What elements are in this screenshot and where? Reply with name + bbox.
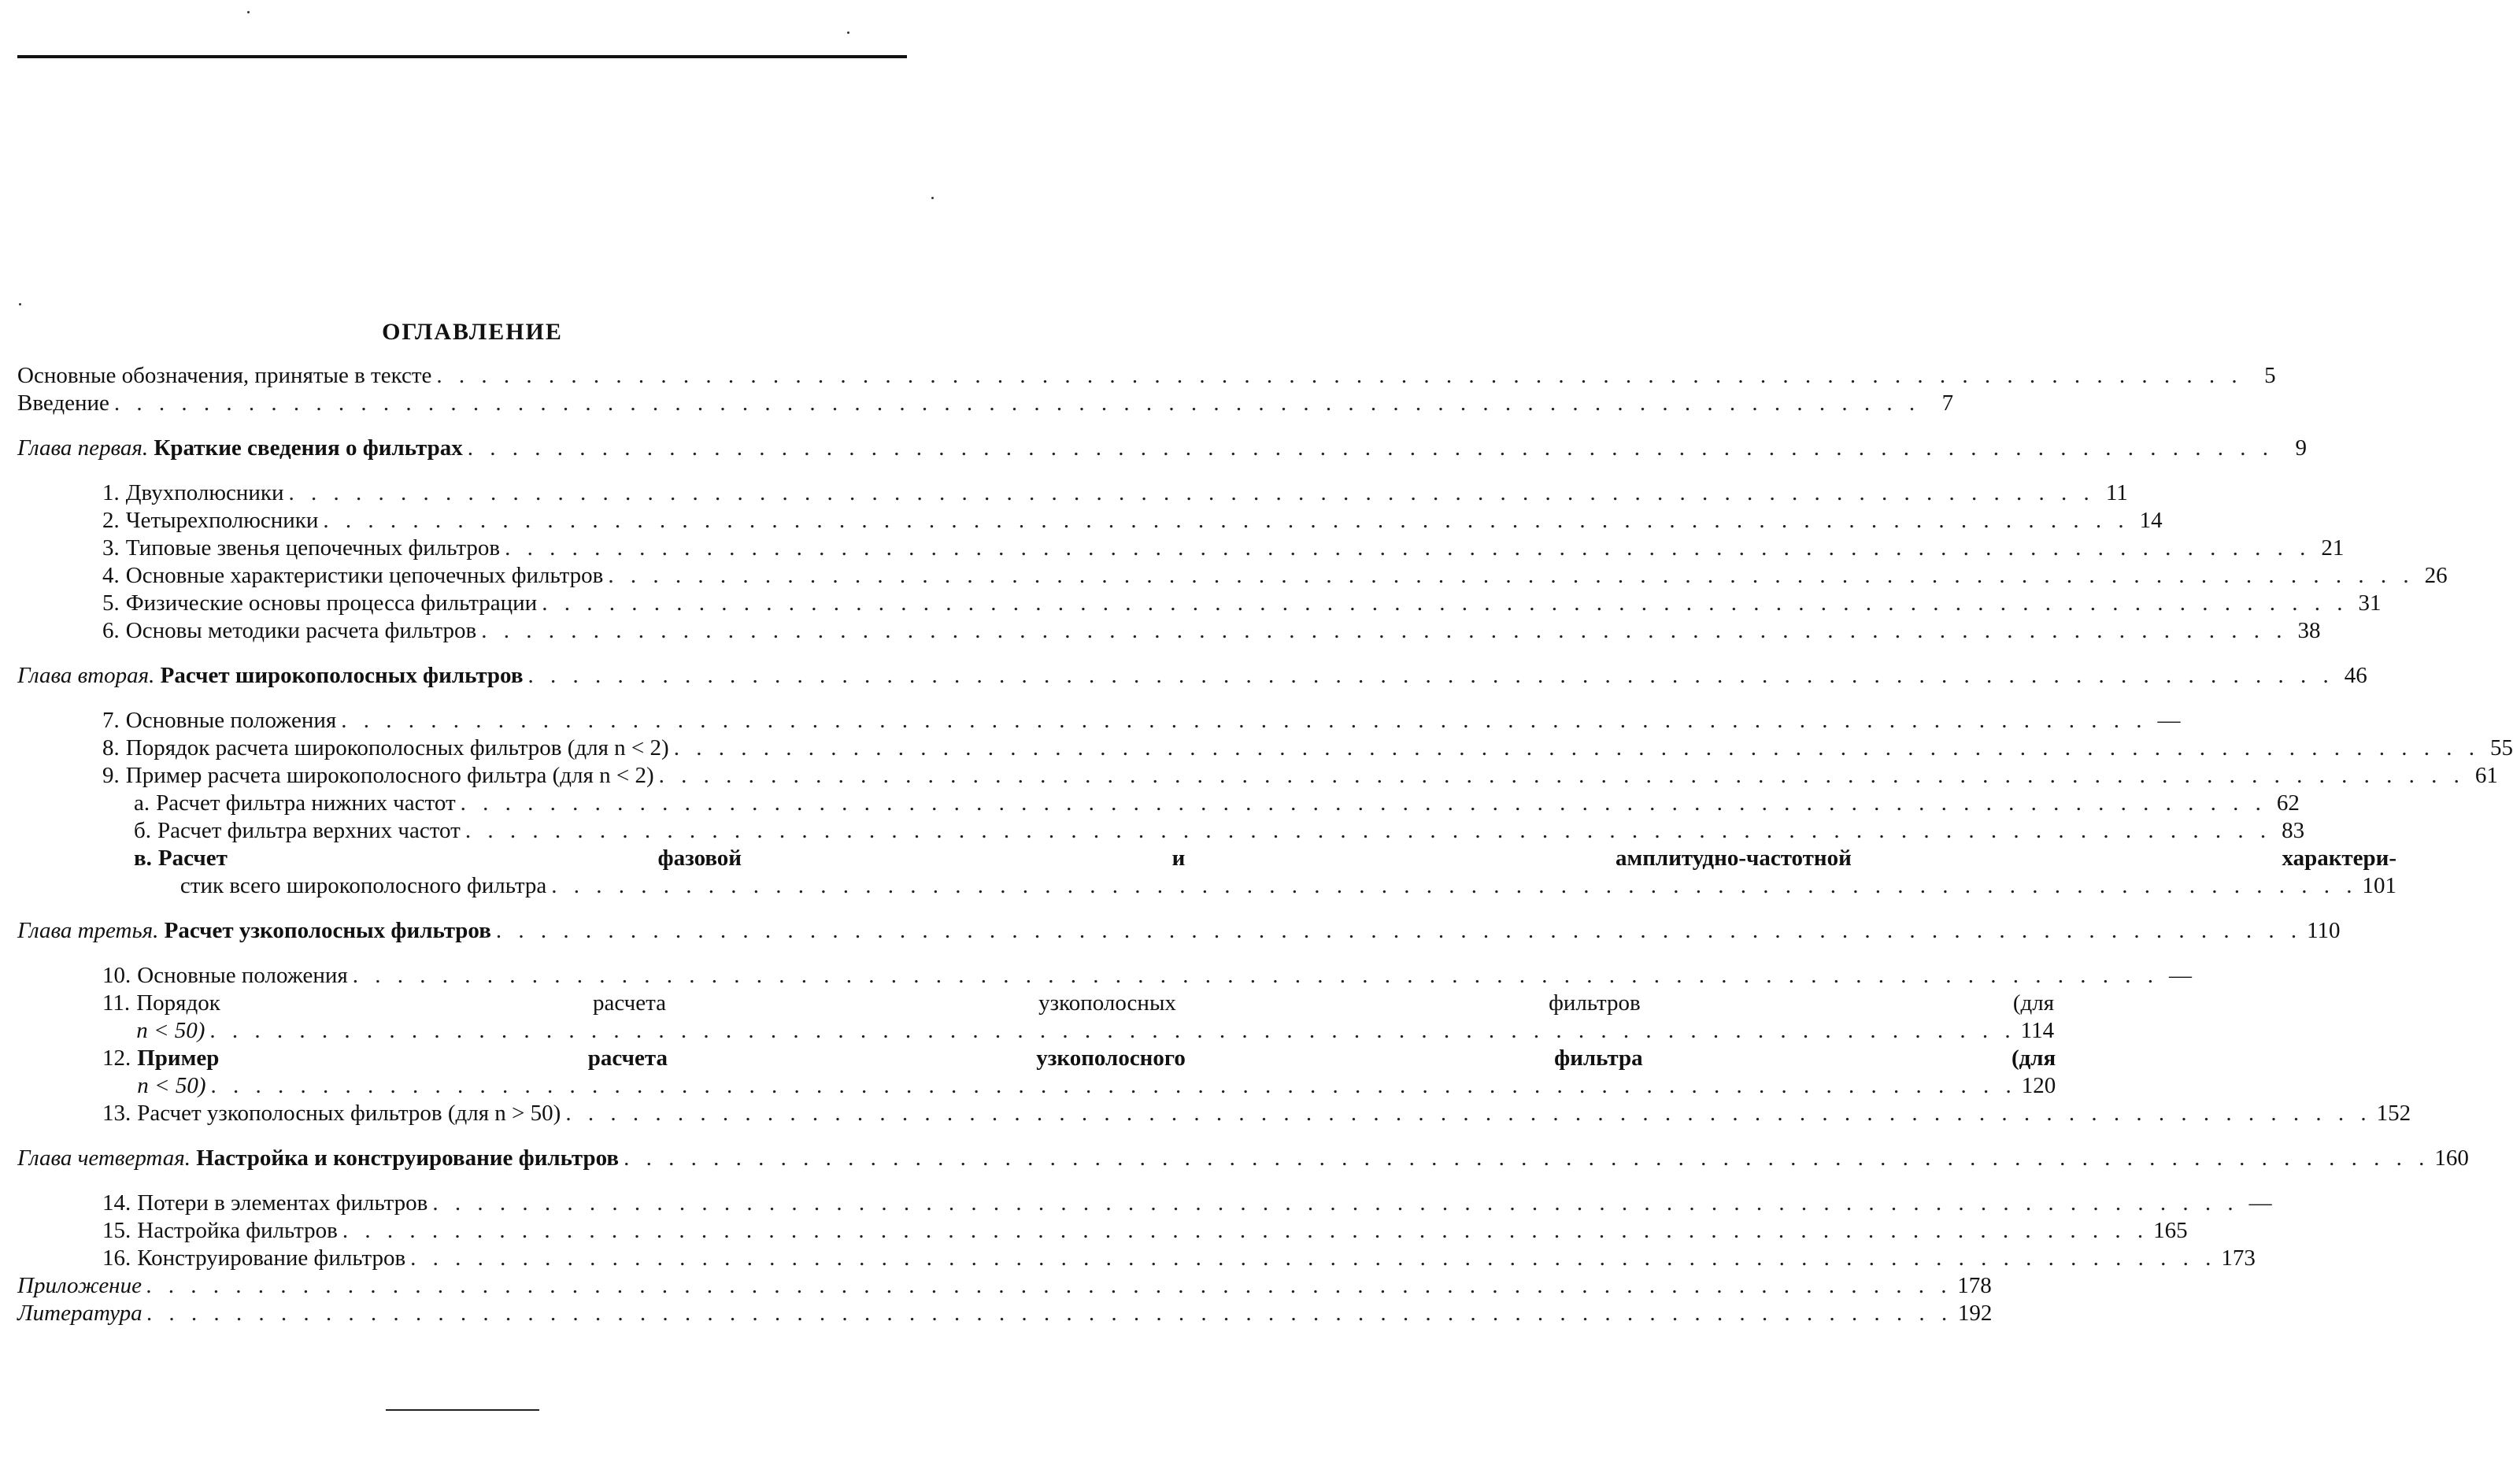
chapter-title: Расчет широкополосных фильтров [160,663,524,688]
dot-leader [465,817,2271,845]
section-number: 6. [102,618,120,643]
chapter-prefix: Глава первая. [17,435,149,461]
dot-leader [505,535,2311,562]
subsection-label: Расчет фильтра верхних частот [157,818,461,843]
dot-leader [342,1217,2148,1245]
section-label: Пример расчета широкополосного фильтра (для n < 2) [125,763,654,788]
page-number: 7 [1941,390,1954,416]
entry-label: Приложение [17,1273,142,1298]
dot-leader [436,362,2242,390]
page-number: 55 [2489,735,2513,761]
page-number: — [2168,963,2192,988]
chapter-prefix: Глава четвертая. [17,1145,191,1171]
toc-subsection [17,790,2300,817]
toc-entry [17,1272,1992,1300]
page-number: 110 [2307,918,2341,943]
section-label: Настройка фильтров [137,1218,338,1243]
dot-leader [461,790,2267,817]
toc-section [17,1245,2256,1272]
top-rule [17,55,907,58]
scan-speck [19,303,21,305]
toc-subsection [17,817,2305,845]
dot-leader [210,1072,2016,1100]
dot-leader [608,562,2414,590]
toc-subsection [17,845,2397,900]
toc-section [17,707,2181,735]
page-number: — [2157,708,2181,733]
section-number: 7. [102,708,120,733]
section-number: 10. [102,963,131,988]
page-number: 46 [2344,663,2367,688]
subsection-label: Расчет фильтра нижних частот [156,790,456,816]
scan-speck [847,31,849,34]
dot-leader [551,872,2357,900]
section-label-continued: n < 50) [137,1073,206,1098]
dot-leader [146,1272,1952,1300]
section-label: Порядок расчета широкополосных фильтров (для n < 2) [125,735,669,761]
section-label: Четырехполюсники [125,508,319,533]
dot-leader [209,1017,2015,1045]
dot-leader [624,1145,2430,1172]
page-number: 101 [2362,873,2397,898]
section-label: Порядок расчета узкополосных фильтров (для [136,990,2055,1016]
page-number: 83 [2282,818,2305,843]
section-label: Расчет узкополосных фильтров (для n > 50) [137,1101,561,1126]
section-number: 3. [102,535,120,561]
chapter-heading [17,662,2367,690]
chapter-heading [17,435,2307,462]
page-number: 5 [2264,363,2276,388]
dot-leader [147,1300,1953,1327]
dot-leader [323,507,2129,535]
chapter-title: Настройка и конструирование фильтров [196,1145,620,1171]
toc-section [17,1217,2188,1245]
entry-label: Введение [17,390,109,416]
section-number: 13. [102,1101,131,1126]
page-number: 160 [2434,1145,2469,1171]
section-label: Пример расчета узкополосного фильтра (для [137,1045,2056,1071]
page-number: 31 [2358,590,2382,616]
dot-leader [432,1190,2238,1217]
subsection-label: Расчет фазовой и амплитудно-частотной характери- [157,846,2397,871]
toc-section [17,962,2192,990]
chapter-heading [17,917,2341,945]
page-number: 21 [2321,535,2345,561]
section-label: Основные положения [125,708,337,733]
toc-section [17,590,2382,617]
dot-leader [289,479,2095,507]
scan-speck [247,11,250,13]
dot-leader [565,1100,2371,1127]
section-number: 16. [102,1245,131,1271]
chapter-prefix: Глава вторая. [17,663,155,688]
chapter-title: Краткие сведения о фильтрах [154,435,463,461]
dot-leader [659,762,2465,790]
table-of-contents [17,362,2513,1327]
bottom-rule [386,1409,539,1411]
section-number: 11. [102,990,131,1016]
section-number: 4. [102,563,120,588]
dot-leader [410,1245,2216,1272]
dot-leader [353,962,2159,990]
subsection-letter: б. [134,818,152,843]
page-number: 192 [1957,1301,1993,1326]
entry-label: Основные обозначения, принятые в тексте [17,363,432,388]
section-number: 2. [102,508,120,533]
page-number: 165 [2153,1218,2188,1243]
section-label: Конструирование фильтров [137,1245,406,1271]
toc-section [17,1190,2272,1217]
page-number: 173 [2221,1245,2256,1271]
dot-leader [542,590,2348,617]
subsection-letter: в. [134,846,152,871]
section-label: Основные положения [137,963,348,988]
page-number: 152 [2376,1101,2411,1126]
page-number: 14 [2139,508,2163,533]
section-label: Двухполюсники [125,480,284,505]
section-label: Физические основы процесса фильтрации [125,590,538,616]
section-label: Типовые звенья цепочечных фильтров [125,535,501,561]
page-number: 38 [2297,618,2321,643]
toc-entry [17,362,2276,390]
dot-leader [114,390,1920,417]
page-number: 120 [2021,1073,2056,1098]
dot-leader [481,617,2287,645]
page-number: 114 [2020,1018,2055,1043]
toc-section [17,1100,2411,1127]
page-number: 61 [2474,763,2498,788]
toc-section [17,990,2055,1045]
section-label: Потери в элементах фильтров [137,1190,428,1216]
subsection-letter: а. [134,790,150,816]
scan-speck [931,197,934,199]
chapter-heading [17,1145,2469,1172]
toc-entry [17,1300,1993,1327]
chapter-prefix: Глава третья. [17,918,159,943]
dot-leader [496,917,2302,945]
section-number: 1. [102,480,120,505]
toc-section [17,479,2128,507]
section-label: Основные характеристики цепочечных фильтров [125,563,604,588]
section-number: 15. [102,1218,131,1243]
toc-section [17,562,2448,590]
page-number: 26 [2424,563,2448,588]
toc-entry [17,390,1954,417]
section-number: 8. [102,735,120,761]
entry-label: Литература [17,1301,142,1326]
page-number: — [2248,1190,2272,1216]
section-number: 9. [102,763,120,788]
toc-section [17,762,2498,790]
page-number: 178 [1957,1273,1992,1298]
chapter-title: Расчет узкополосных фильтров [164,918,491,943]
toc-section [17,507,2163,535]
toc-section [17,535,2345,562]
subsection-label-continued: стик всего широкополосного фильтра [180,873,547,898]
section-number: 12. [102,1045,131,1071]
dot-leader [341,707,2147,735]
dot-leader [468,435,2274,462]
toc-section [17,617,2321,645]
dot-leader [528,662,2334,690]
page-number: 62 [2276,790,2300,816]
dot-leader [674,735,2480,762]
page-title: ОГЛАВЛЕНИЕ [382,319,563,345]
page-number: 11 [2105,480,2128,505]
section-number: 14. [102,1190,131,1216]
section-label-continued: n < 50) [136,1018,205,1043]
toc-section [17,735,2513,762]
section-label: Основы методики расчета фильтров [125,618,477,643]
page-number: 9 [2295,435,2307,461]
section-number: 5. [102,590,120,616]
toc-section [17,1045,2056,1100]
